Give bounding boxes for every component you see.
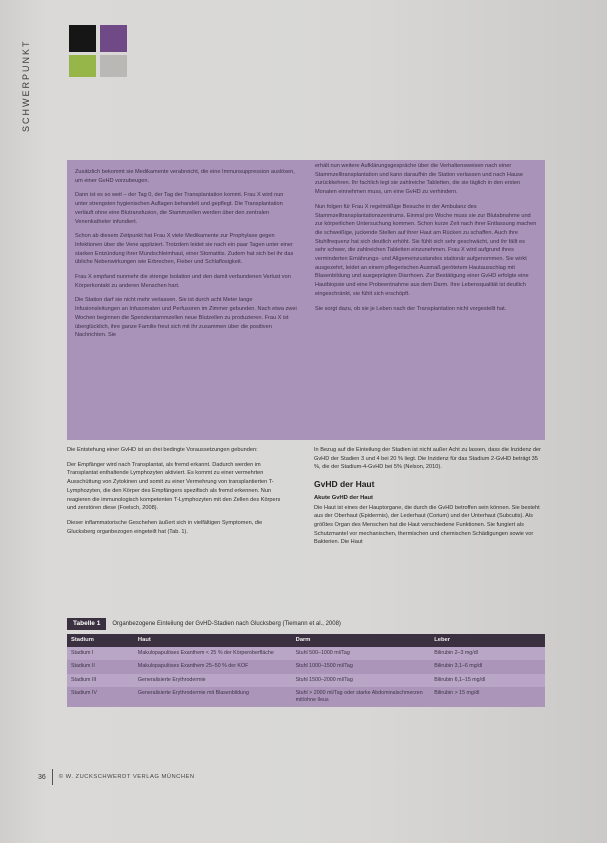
table-title: Organbezogene Einteilung der GvHD-Stadien nach Glucksberg (Tiemann et al., 2008) [112,621,341,627]
table-header-cell: Stadium [67,634,134,647]
table-cell: Stadium I [67,647,134,660]
table-cell: Stadium IV [67,687,134,707]
table-tag: Tabelle 1 [67,618,106,630]
table-header-row [67,634,545,647]
table-cell: Bilirubin 2–3 mg/dl [430,647,545,660]
table-cell: Bilirubin > 15 mg/dl [430,687,545,707]
table-cell: Generalisierte Erythrodermie mit Blasenbildung [134,687,292,707]
table-cell: Stuhl 1000–1500 ml/Tag [292,660,431,673]
table-cell: Makulopapulöses Exanthem 25–50 % der KOF [134,660,292,673]
body-paragraph: Die Haut ist eines der Hauptorgane, die durch die GvHD betroffen sein können. Sie besteht aus der Oberhaut (Epidermis), der Lederhaut (Corium) und der Unterhaut (Subcutis). Als größtes Organ des Menschen hat die Haut verschiedene Funktionen. Sie fungiert als Schutzmantel vor mechanischen, thermischen und chemischen Schädigungen sowie vor Bakterien. Die Haut [314,504,540,546]
case-paragraph: erhält nun weitere Aufklärungsgespräche über die Verhaltensweisen nach einer Stammzelltransplantation und kann daraufhin die Station verlassen und nach Hause zurückkehren. Ihr fachlich legt sie zahlreiche Tabletten, die sie täglich in den ersten Monaten einnehmen muss, um eine GvHD zu verhindern. [315,163,524,196]
body-paragraph: In Bezug auf die Einteilung der Stadien ist nicht außer Acht zu lassen, dass die Inzidenz der GvHD der Stadien 3 und 4 bei 20 % liegt. Die Inzidenz für das Stadium 2-GvHD beträgt 35 %, die der Stadium-4-GvHD bei 5% (Nelson, 2010). [314,447,541,471]
footer-divider [52,769,53,785]
table-cell: Stadium III [67,674,134,687]
body-paragraph: Dieser inflammatorische Geschehen äußert sich in vielfältigen Symptomen, die Glucksberg organbezogen eingeteilt hat (Tab. 1). [67,519,263,535]
table-cell: Generalisierte Erythrodermie [134,674,292,687]
body-left-column [67,446,289,542]
table-row [67,674,545,687]
gvhd-stage-table [67,634,545,707]
table-header-cell: Darm [292,634,431,647]
table-cell: Stuhl 1500–2000 ml/Tag [292,674,431,687]
table-cell: Stadium II [67,660,134,673]
case-paragraph: Sie sorgt dazu, ob sie je Leben nach der Transplantation nicht vorgestellt hat. [315,305,507,312]
case-study-box [67,160,545,440]
subsection-heading: Akute GvHD der Haut [314,494,373,501]
logo-square-dark [69,25,96,52]
page-number: 36 [38,773,46,781]
table-cell: Bilirubin 6,1–15 mg/dl [430,674,545,687]
section-heading: GvHD der Haut [314,479,375,490]
body-paragraph: Der Empfänger wird nach Transplantat, als fremd erkannt. Dadurch werden im Transplantat enthaltende Lymphozyten aktiviert. Es kommt zu einer vermehrten Ausschüttung von Zytokinen und somit zu einer Vermehrung von transplantierten T-Lymphozyten, die den Körper des Empfängers spezifisch als fremd erkennen. Nun reagieren die immunologisch kompetenten T-Lymphozyten mit den Zellen des Körpers und zerstören diese (Foelsch, 2008). [67,461,281,512]
section-label: SCHWERPUNKT [21,39,31,132]
table-cell: Bilirubin 3,1–6 mg/dl [430,660,545,673]
table-row [67,687,545,707]
case-study-right-column [315,162,537,319]
logo-square-purple [100,25,127,52]
case-paragraph: Dann ist es so weit – der Tag 0, der Tag der Transplantation kommt. Frau X wird nun unter strengsten hygienischen Auflagen behandelt und gepflegt. Die Transplantation verläuft ohne eine Blutransfusion, die Stammzellen werden über den zentralen Venenkatheter infundiert. [75,192,284,225]
table-caption [67,618,545,630]
case-paragraph: Die Station darf sie nicht mehr verlassen. Sie ist durch acht Meter lange Infusionsleitungen an Infusomaten und Perfusoren im Zimmer gebunden. Nach etwa zwei Wochen beginnen die Spenderstammzellen neue Blutzellen zu produzieren. Frau X ist überglücklich, ihre ganze Familie freut sich mit ihr zusammen über die positiven Nachrichten. Sie [75,297,297,339]
table-header-cell: Haut [134,634,292,647]
body-right-column [314,446,544,553]
table-cell: Stuhl 500–1000 ml/Tag [292,647,431,660]
body-paragraph: Die Entstehung einer GvHD ist an drei bedingte Voraussetzungen gebunden: [67,447,258,453]
logo-square-gray [100,55,127,77]
publisher-line: © W. ZUCKSCHWERDT VERLAG MÜNCHEN [58,774,195,780]
case-paragraph: Schon ab diesem Zeitpunkt hat Frau X viele Medikamente zur Prophylaxe gegen Infektionen über die Vene appliziert. Trotzdem leidet sie nach ein paar Tagen unter einer starken Entzündung ihrer Mundschleimhaut, einer Stomatitis. Zudem hat sich bei ihr das übliche Nebenwirkungen wie Erbrechen, Fieber und Schlaflosigkeit. [75,233,294,266]
table-header-cell: Leber [430,634,545,647]
table-row [67,660,545,673]
case-paragraph: Nun folgen für Frau X regelmäßige Besuche in der Ambulanz des Stammzelltransplantationszentrums. Einmal pro Woche muss sie zur Blutabnahme und zur körperlichen Untersuchung kommen. Schon kurze Zeit nach ihrer Entlassung machen die schweißige, juckende Stellen auf ihrer Haut am Rücken zu schaffen. Auch ihre Stuhlfrequenz hat sich deutlich erhöht. Sie fühlt sich sehr geschwächt, und ihr fällt es sehr schwer, die zahlreichen Tabletten einzunehmen. Frau X wird aufgrund ihres verminderten Ernährungs- und Allgemeinzustandes stationär aufgenommen. Sie wirkt ausgezehrt, leidet an einem pflegerischen Ausmaß gerötetem Hautausschlag mit Blasenbildung und ausgeprägten Diarrhoen. Zur Bestätigung einer GvHD erfolgte eine Hautbiopsie und eine Probeentnahme aus dem Darm. Ihre Lebensqualität ist deutlich eingeschränkt, sie fühlt sich erschöpft. [315,203,537,297]
case-study-left-column [75,168,297,346]
table-cell: Makulopapulöses Exanthem < 25 % der Körperoberfläche [134,647,292,660]
logo-square-green [69,55,96,77]
case-paragraph: Frau X empfand nunmehr die strenge Isolation und den damit verbundenen Verlust von Körperkontakt zu anderen Menschen hart. [75,274,291,289]
table-cell: Stuhl > 2000 ml/Tag oder starke Abdominalschmerzen mit/ohne Ileus [292,687,431,707]
page-footer [38,769,195,785]
case-paragraph: Zusätzlich bekommt sie Medikamente verabreicht, die eine Immunsuppression auslösen, um einer GvHD vorzubeugen. [75,169,295,184]
table-row [67,647,545,660]
